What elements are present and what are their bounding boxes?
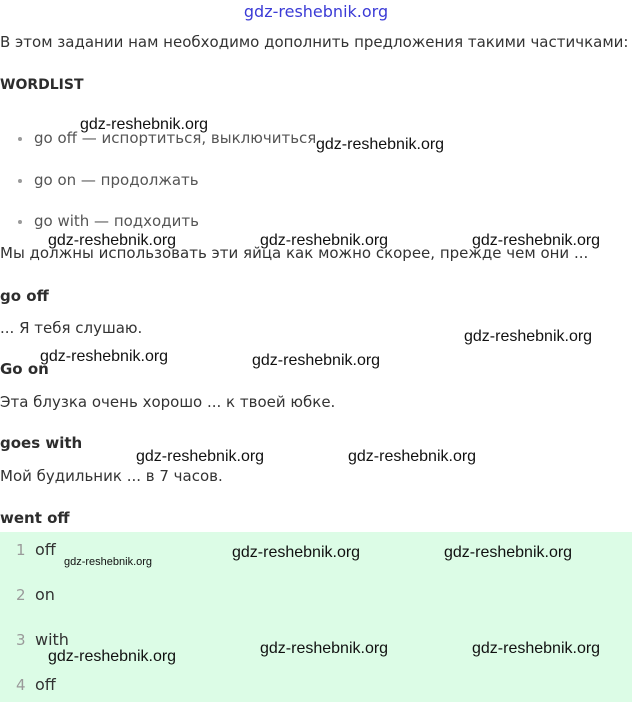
exercise-sentence: ... Я тебя слушаю. [0, 319, 143, 337]
watermark: gdz-reshebnik.org [464, 328, 593, 345]
answer-number: 3 [16, 631, 26, 649]
wordlist-item [18, 212, 199, 230]
watermark: gdz-reshebnik.org [348, 448, 477, 465]
watermark: gdz-reshebnik.org [472, 640, 601, 657]
wordlist-item-text: go on — продолжать [34, 171, 199, 189]
watermark: gdz-reshebnik.org [316, 136, 445, 153]
watermark: gdz-reshebnik.org [472, 232, 601, 249]
exercise-sentence: Эта блузка очень хорошо ... к твоей юбке. [0, 393, 336, 411]
watermark: gdz-reshebnik.org [48, 648, 177, 665]
exercise-answer: went off [0, 509, 70, 527]
watermark: gdz-reshebnik.org [64, 556, 153, 568]
intro-text: В этом задании нам необходимо дополнить предложения такими частичками: [0, 33, 629, 51]
wordlist-item [18, 171, 199, 189]
watermark: gdz-reshebnik.org [136, 448, 265, 465]
watermark: gdz-reshebnik.org [260, 640, 389, 657]
wordlist-heading: WORDLIST [0, 77, 84, 93]
watermark: gdz-reshebnik.org [48, 232, 177, 249]
watermark: gdz-reshebnik.org [252, 352, 381, 369]
answer-value: off [35, 675, 56, 694]
answer-value: on [35, 585, 55, 604]
exercise-sentence: Мы должны использовать эти яйца как можно скорее, прежде чем они ... [0, 244, 589, 262]
watermark: gdz-reshebnik.org [444, 544, 573, 561]
exercise-answer: goes with [0, 434, 83, 452]
top-watermark: gdz-reshebnik.org [243, 2, 389, 21]
exercise-answer: go off [0, 287, 49, 305]
bullet-icon [18, 179, 22, 183]
watermark: gdz-reshebnik.org [260, 232, 389, 249]
wordlist-item-text: go off — испортиться, выключиться [34, 129, 317, 147]
answer-value: off [35, 540, 56, 559]
bullet-icon [18, 137, 22, 141]
watermark: gdz-reshebnik.org [232, 544, 361, 561]
exercise-answer: Go on [0, 360, 49, 378]
watermark: gdz-reshebnik.org [80, 116, 209, 133]
answer-number: 2 [16, 586, 26, 604]
answer-value: with [35, 630, 69, 649]
exercise-sentence: Мой будильник ... в 7 часов. [0, 467, 223, 485]
wordlist-item-text: go with — подходить [34, 212, 199, 230]
bullet-icon [18, 220, 22, 224]
watermark: gdz-reshebnik.org [40, 348, 169, 365]
answer-number: 4 [16, 676, 26, 694]
cut-off-line [0, 66, 90, 70]
answer-number: 1 [16, 541, 26, 559]
